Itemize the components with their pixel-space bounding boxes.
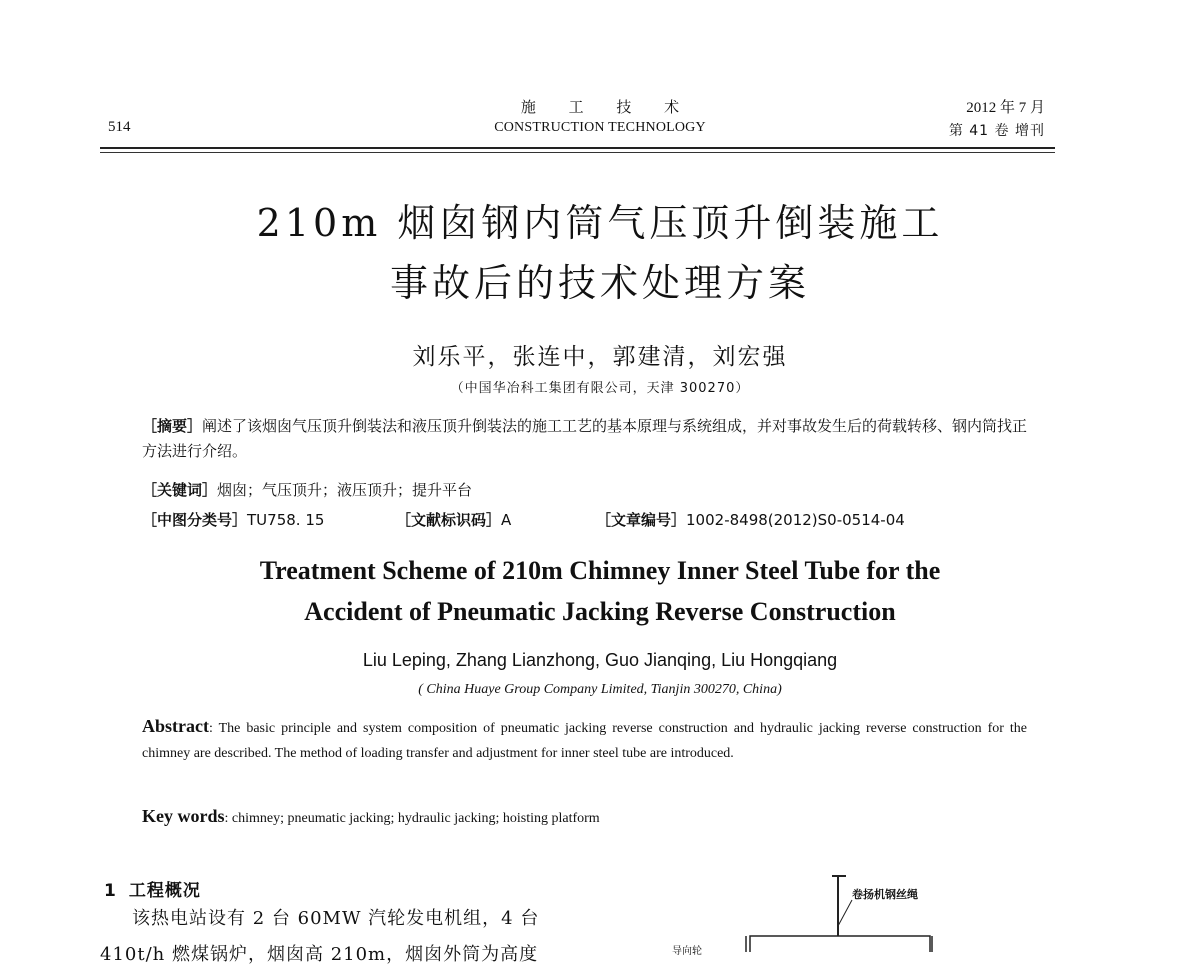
issue-info [949, 97, 1045, 143]
keywords-en-label: Key words [142, 806, 225, 826]
authors-en: Liu Leping, Zhang Lianzhong, Guo Jianqing, Liu Hongqiang [362, 650, 838, 670]
header-rule-thick [100, 147, 1055, 149]
frame-top [750, 936, 930, 952]
header-rule-thin [100, 152, 1055, 153]
keywords-en [142, 806, 1027, 827]
body-line-1: 该热电站设有 2 台 60MW 汽轮发电机组，4 台 [132, 908, 540, 929]
abstract-en-text: : The basic principle and system composition of pneumatic jacking reverse construction and hydraulic jacking reverse construction for the chimney are described. The method of loading transfer and adjustment for inner steel tube are introduced. [142, 721, 1027, 761]
figure-side-label: 导向轮 [672, 946, 702, 957]
title-cn-line1: 210m 烟囱钢内筒气压顶升倒装施工 [256, 201, 944, 245]
body-line-2: 410t/h 燃煤锅炉，烟囱高 210m，烟囱外筒为高度 [100, 944, 539, 965]
section-number: 1 [104, 881, 117, 901]
keywords-cn [142, 478, 1042, 503]
section-title: 工程概况 [128, 881, 201, 901]
clc-label: ［中图分类号］ [142, 511, 248, 529]
page-number: 514 [108, 119, 131, 135]
journal-name-en: CONSTRUCTION TECHNOLOGY [494, 120, 706, 135]
abstract-cn-label: ［摘要］ [142, 417, 203, 435]
doc-code [396, 508, 596, 533]
figure-label: 卷扬机钢丝绳 [852, 888, 918, 901]
figure-diagram [660, 870, 960, 952]
title-en-line1: Treatment Scheme of 210m Chimney Inner Steel Tube for the [259, 556, 941, 585]
clc-code [142, 508, 396, 533]
issue-volume: 第 41 卷 增刊 [948, 123, 1045, 139]
keywords-cn-label: ［关键词］ [142, 481, 218, 499]
title-cn-line2: 事故后的技术处理方案 [389, 261, 810, 305]
section-heading [104, 876, 201, 901]
title-en-line2: Accident of Pneumatic Jacking Reverse Construction [304, 597, 896, 626]
keywords-en-text: : chimney; pneumatic jacking; hydraulic jacking; hoisting platform [224, 811, 600, 826]
affiliation-en: ( China Huaye Group Company Limited, Tianjin 300270, China) [418, 682, 782, 697]
affiliation-cn: （中国华冶科工集团有限公司，天津 300270） [450, 381, 750, 396]
classification-row [142, 508, 1042, 533]
doc-label: ［文献标识码］ [396, 511, 502, 529]
abstract-en-label: Abstract [142, 716, 209, 736]
journal-name-cn: 施 工 技 术 [520, 98, 694, 116]
abstract-cn [142, 414, 1042, 464]
doc-value: A [501, 511, 512, 529]
abstract-cn-text: 阐述了该烟囱气压顶升倒装法和液压顶升倒装法的施工工艺的基本原理与系统组成，并对事故发生后的荷载转移、钢内筒找正方法进行介绍。 [142, 417, 1028, 460]
authors-cn: 刘乐平，张连中，郭建清，刘宏强 [412, 344, 788, 370]
keywords-cn-text: 烟囱；气压顶升；液压顶升；提升平台 [217, 481, 473, 499]
clc-value: TU758. 15 [247, 511, 325, 529]
journal-header [400, 96, 800, 136]
article-label: ［文章编号］ [596, 511, 687, 529]
label-leader [838, 900, 852, 926]
abstract-en [142, 714, 1027, 766]
article-value: 1002-8498(2012)S0-0514-04 [686, 511, 905, 529]
issue-date: 2012 年 7 月 [966, 100, 1045, 116]
article-code [596, 508, 905, 533]
